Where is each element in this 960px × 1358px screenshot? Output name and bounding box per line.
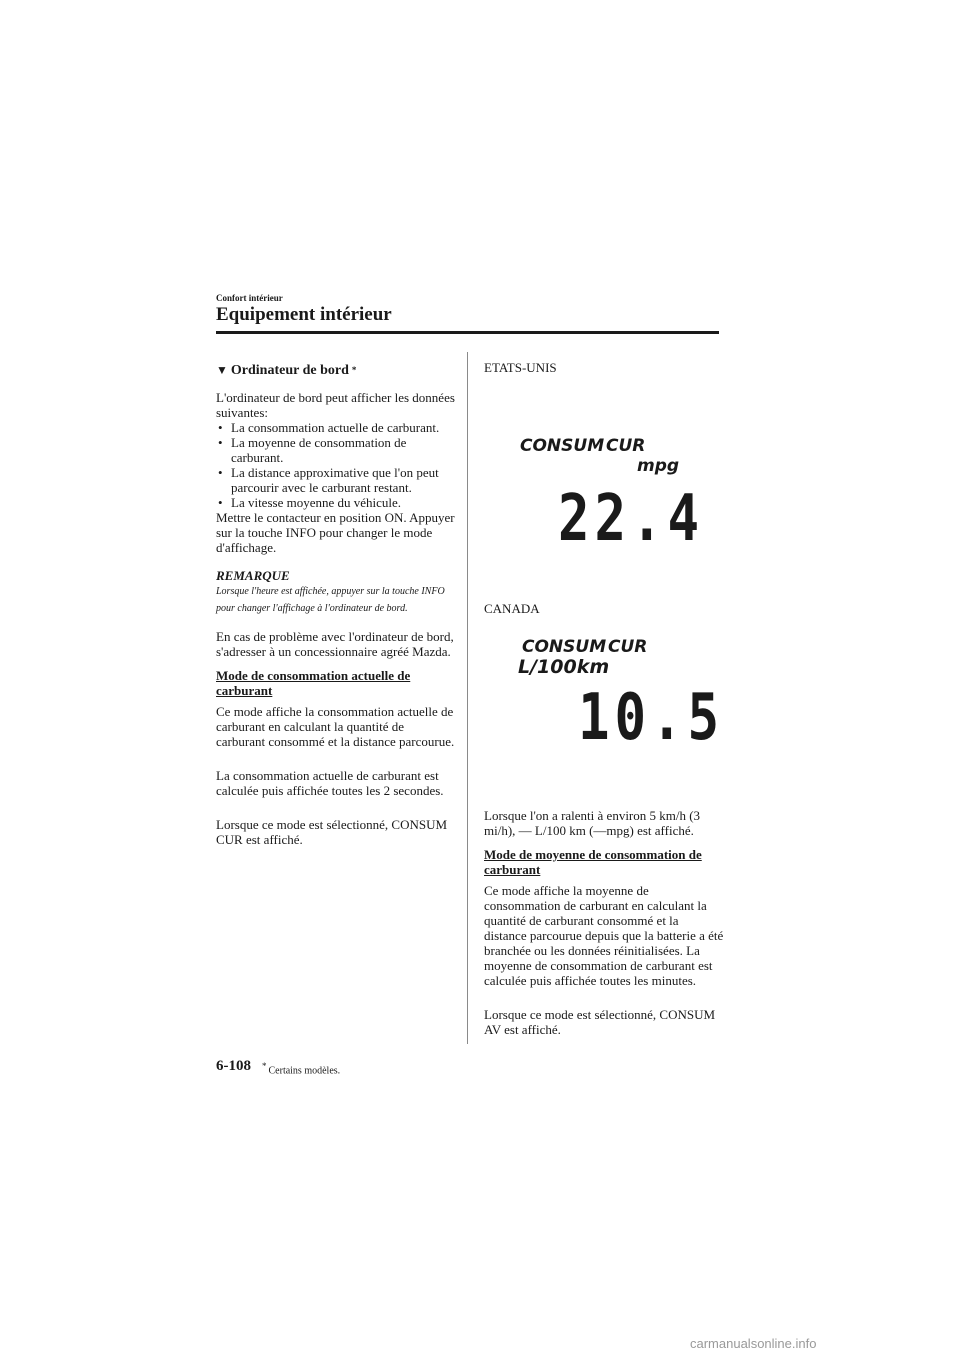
lcd-consum-label: CONSUM xyxy=(520,436,605,456)
subsection-heading xyxy=(216,363,456,378)
list-item: • La consommation actuelle de carburant. xyxy=(216,420,456,435)
mode-paragraph: Ce mode affiche la moyenne de consommation de carburant en calculant la quantité de carburant consommé et la distance parcourue depuis que la batterie a été branchée ou les données réinitialisées. La moyenne de consommation de carburant est calculée puis affichée toutes les minutes. xyxy=(484,883,724,988)
mode-heading: Mode de moyenne de consommation de carburant xyxy=(484,847,702,877)
asterisk-mark: * xyxy=(351,365,357,375)
canada-lcd-display xyxy=(484,637,725,800)
lcd-cur-label: CUR xyxy=(608,637,648,657)
canada-label: CANADA xyxy=(484,601,540,616)
mode-paragraph: Ce mode affiche la consommation actuelle de carburant en calculant la quantité de carburant consommé et la distance parcourue. xyxy=(216,704,455,749)
section-kicker: Confort intérieur xyxy=(216,293,283,303)
page-number: 6-108 xyxy=(216,1058,251,1074)
section-title: Equipement intérieur xyxy=(216,304,392,325)
idle-text: Lorsque l'on a ralenti à environ 5 km/h (3 mi/h), — L/100 km (—mpg) est affiché. xyxy=(484,808,701,838)
lcd-unit-label: L/100km xyxy=(518,656,610,678)
subsection-heading-text: Ordinateur de bord xyxy=(230,363,349,378)
mode-paragraph: La consommation actuelle de carburant est calculée puis affichée toutes les 2 secondes. xyxy=(216,768,444,798)
usa-label: ETATS-UNIS xyxy=(484,360,557,375)
lcd-value-readout: 22.4 xyxy=(558,482,705,556)
data-list xyxy=(216,420,456,510)
mode-paragraph: Lorsque ce mode est sélectionné, CONSUM CUR est affiché. xyxy=(216,817,448,847)
problem-text: En cas de problème avec l'ordinateur de bord, s'adresser à un concessionnaire agréé Mazda. xyxy=(216,629,454,659)
column-divider xyxy=(467,352,468,1044)
list-item: • La distance approximative que l'on peut parcourir avec le carburant restant. xyxy=(216,465,456,495)
lcd-consum-label: CONSUM xyxy=(522,637,607,657)
usa-lcd-display xyxy=(484,399,724,556)
note-text: Lorsque l'heure est affichée, appuyer sur la touche INFO pour changer l'affichage à l'ordinateur de bord. xyxy=(216,586,445,614)
lcd-cur-label: CUR xyxy=(606,436,646,456)
left-column xyxy=(216,360,456,856)
instructions-text: Mettre le contacteur en position ON. Appuyer sur la touche INFO pour changer le mode d'affichage. xyxy=(216,510,455,555)
asterisk-mark: * xyxy=(262,1061,267,1071)
mode-paragraph: Lorsque ce mode est sélectionné, CONSUM AV est affiché. xyxy=(484,1007,716,1037)
lcd-unit-label: mpg xyxy=(637,456,680,476)
list-item: • La moyenne de consommation de carburant. xyxy=(216,435,456,465)
footer-note xyxy=(262,1061,340,1076)
triangle-down-icon: ▼ xyxy=(216,363,228,377)
intro-text: L'ordinateur de bord peut afficher les données suivantes: xyxy=(216,390,455,420)
right-column xyxy=(484,360,724,1046)
list-item: • La vitesse moyenne du véhicule. xyxy=(216,495,456,510)
note-title: REMARQUE xyxy=(216,568,290,583)
mode-heading: Mode de consommation actuelle de carburant xyxy=(216,668,411,698)
lcd-value-readout: 10.5 xyxy=(578,681,725,755)
watermark: carmanualsonline.info xyxy=(690,1336,817,1351)
footer-note-text: Certains modèles. xyxy=(268,1065,341,1077)
header-rule xyxy=(216,331,719,334)
